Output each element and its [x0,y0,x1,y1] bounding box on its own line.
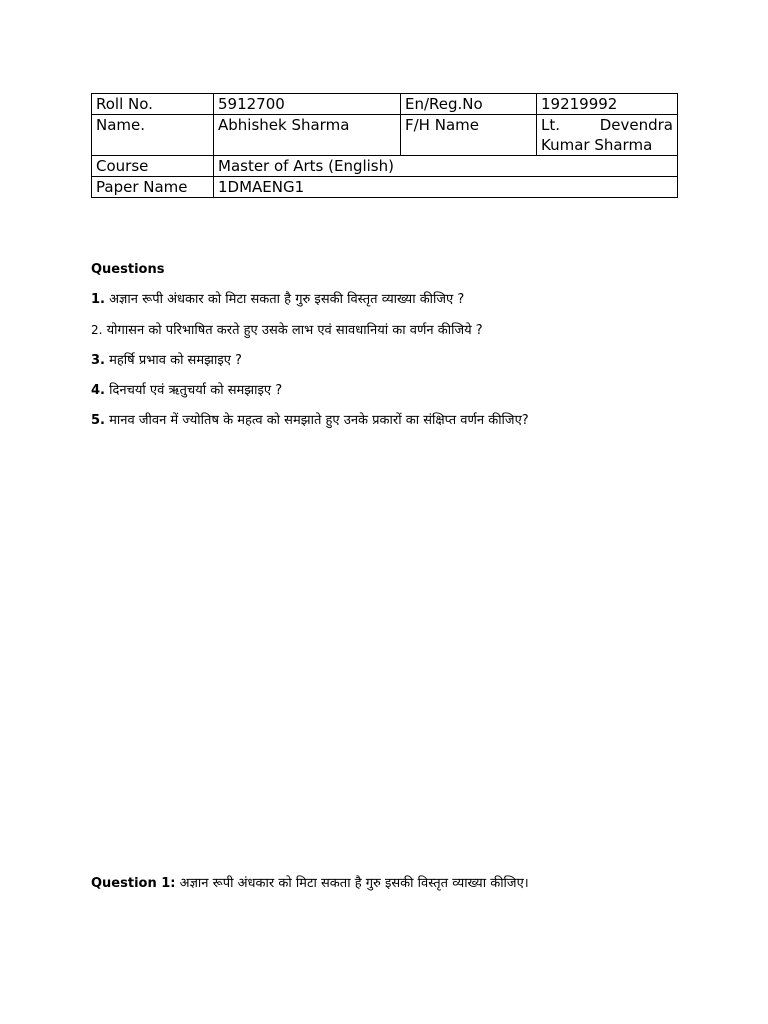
question-number: 1. [91,292,105,307]
fh-name-label: F/H Name [401,115,537,156]
name-value: Abhishek Sharma [214,115,401,156]
reg-no-label: En/Reg.No [401,94,537,115]
list-item [91,290,681,310]
question-number: 2. [91,323,103,337]
course-value: Master of Arts (English) [214,156,678,177]
answer-label: Question 1: [91,876,176,891]
roll-no-value: 5912700 [214,94,401,115]
question-text: अज्ञान रूपी अंधकार को मिटा सकता है गुरु इसकी विस्तृत व्याख्या कीजिए ? [109,292,465,307]
list-item [91,381,681,401]
question-text: मानव जीवन में ज्योतिष के महत्व को समझाते हुए उनके प्रकारों का संक्षिप्त वर्णन कीजिए? [109,413,529,428]
question-list [91,290,681,441]
reg-no-value: 19219992 [537,94,678,115]
list-item [91,351,681,371]
answer-question-text: अज्ञान रूपी अंधकार को मिटा सकता है गुरु इसकी विस्तृत व्याख्या कीजिए। [179,876,529,891]
answer-heading [91,874,691,894]
fh-name-value: Lt. Devendra Kumar Sharma [537,115,678,156]
question-text: दिनचर्या एवं ऋतुचर्या को समझाइए ? [109,383,283,398]
table-row [92,94,678,115]
question-number: 5. [91,413,105,428]
questions-heading: Questions [91,262,165,277]
course-label: Course [92,156,214,177]
paper-name-label: Paper Name [92,177,214,198]
question-number: 3. [91,353,105,368]
student-info-table [91,93,678,198]
list-item [91,320,681,341]
table-row [92,115,678,156]
question-number: 4. [91,383,105,398]
question-text: योगासन को परिभाषित करते हुए उसके लाभ एवं सावधानियां का वर्णन कीजिये ? [106,323,483,338]
paper-name-value: 1DMAENG1 [214,177,678,198]
table-row [92,177,678,198]
roll-no-label: Roll No. [92,94,214,115]
question-text: महर्षि प्रभाव को समझाइए ? [109,353,242,368]
name-label: Name. [92,115,214,156]
list-item [91,411,681,431]
table-row [92,156,678,177]
